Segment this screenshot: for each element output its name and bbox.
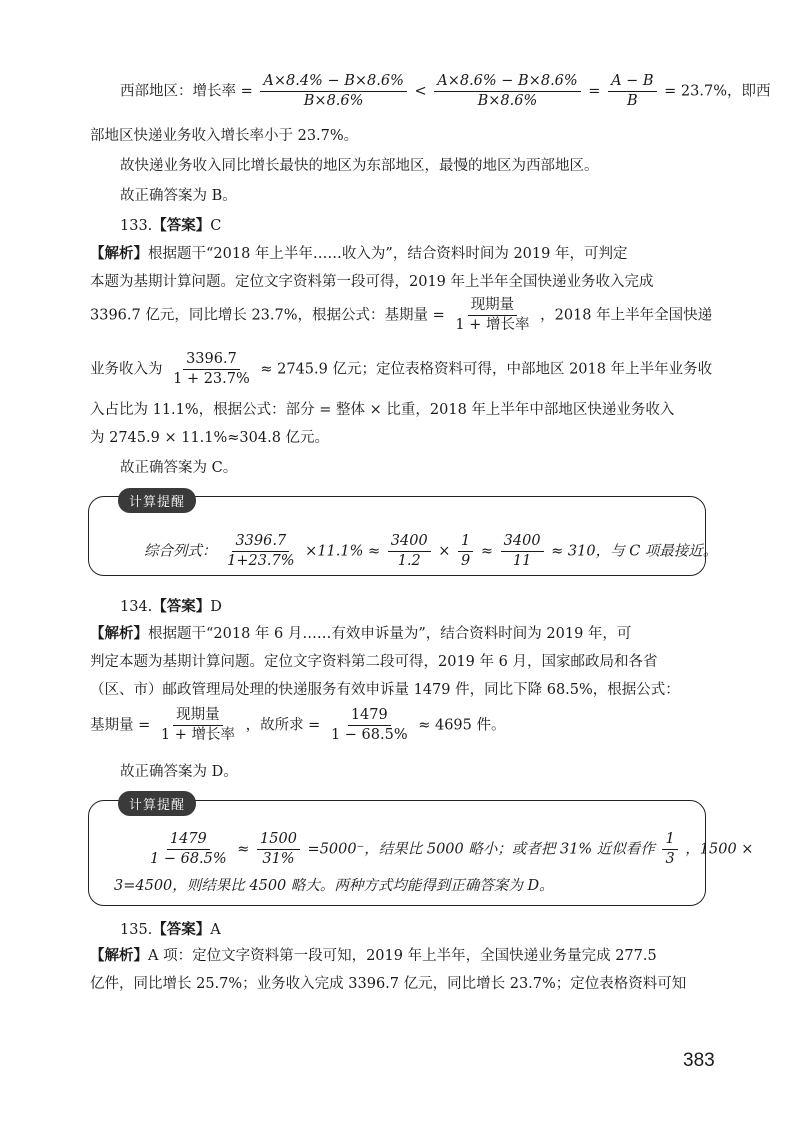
base-formula-fraction: $\frac{\text{现期量}}{\text{1 + 增长率}}$ (455, 297, 530, 333)
q134-analysis-line-4: 基期量 = $\frac{\text{现期量}}{\text{1 + 增长率}}$ ，故所求 = $\frac{1479}{1 - 68.5\%}$ ≈ 4695 件。 (90, 707, 506, 743)
q135-analysis-line-1: 【解析】A 项：定位文字资料第一段可知，2019 年上半年，全国快递业务量完成 277.5 (90, 948, 657, 964)
q135-heading: 135.【答案】A (120, 922, 221, 938)
west-fraction-3: $\frac{A - B}{B}$ (608, 72, 657, 111)
q133-heading: 133.【答案】C (120, 218, 222, 234)
west-fraction-1: $\frac{A\times 8.4\% - B\times 8.6\%}{B\times 8.6\%}$ (260, 72, 406, 111)
q134-analysis-line-2: 判定本题为基期计算问题。定位文字资料第二段可得，2019 年 6 月，国家邮政局和各省 (90, 654, 658, 670)
q133-fraction: $\frac{3396.7}{1 + 23.7\%}$ (173, 351, 250, 387)
q134-answer-line: 故正确答案为 D。 (120, 764, 238, 780)
answer-b-line: 故正确答案为 B。 (120, 188, 237, 204)
q134-heading: 134.【答案】D (120, 599, 222, 615)
tip2-formula-line-2: 3=4500，则结果比 4500 略大。两种方式均能得到正确答案为 D。 (114, 878, 554, 894)
q133-analysis-line-6: 为 2745.9 × 11.1%≈304.8 亿元。 (90, 430, 330, 446)
q133-answer-line: 故正确答案为 C。 (120, 460, 238, 476)
q134-analysis-line-3: （区、市）邮政管理局处理的快递服务有效申诉量 1479 件，同比下降 68.5%，根据公式： (90, 682, 680, 698)
page-number: 383 (683, 1050, 715, 1071)
tip1-formula: 综合列式： $\frac{3396.7}{1+23.7\%}$ ×11.1% ≈ $\frac{3400}{1.2}$ × $\frac{1}{9}$ ≈ $\frac{3400}{11}$ ≈ 310，与 C 项最接近。 (144, 533, 718, 569)
q135-analysis-line-2: 亿件，同比增长 25.7%；业务收入完成 3396.7 亿元，同比增长 23.7%；定位表格资料可知 (90, 976, 687, 992)
q133-analysis-line-4: 业务收入为 $\frac{3396.7}{1 + 23.7\%}$ ≈ 2745.9 亿元；定位表格资料可得，中部地区 2018 年上半年业务收 (90, 351, 713, 387)
q133-analysis-line-2: 本题为基期计算问题。定位文字资料第一段可得，2019 年上半年全国快递业务收入完成 (90, 274, 654, 290)
q134-analysis-line-1: 【解析】根据题干“2018 年 6 月……有效申诉量为”，结合资料时间为 2019 年，可 (90, 626, 632, 642)
q133-analysis-line-1: 【解析】根据题干“2018 年上半年……收入为”，结合资料时间为 2019 年，可判定 (90, 246, 628, 262)
west-formula-line: 西部地区：增长率 = $\frac{A\times 8.4\% - B\times 8.6\%}{B\times 8.6\%}$ < $\frac{A\times 8.6\% - B\times 8.6\%}{B\times 8.6\%}$ = $\frac{A - B}{B}$ = 23.7%，即西 (120, 73, 771, 109)
calc-tip-tag-2: 计算提醒 (118, 791, 196, 816)
west-conclusion: 部地区快递业务收入增长率小于 23.7%。 (90, 128, 359, 144)
fastest-conclusion: 故快递业务收入同比增长最快的地区为东部地区，最慢的地区为西部地区。 (120, 158, 599, 174)
calc-tip-tag-1: 计算提醒 (118, 488, 196, 513)
q133-analysis-line-5: 入占比为 11.1%，根据公式：部分 = 整体 × 比重，2018 年上半年中部地区快递业务收入 (90, 402, 675, 418)
q133-analysis-line-3: 3396.7 亿元，同比增长 23.7%，根据公式：基期量 = $\frac{\text{现期量}}{\text{1 + 增长率}}$ ，2018 年上半年全国快递 (90, 297, 713, 333)
tip2-formula-line-1: $\frac{1479}{1 - 68.5\%}$ ≈ $\frac{1500}{31\%}$ =5000⁻，结果比 5000 略小；或者把 31% 近似看作 $\frac{1}{3}$ ，1500 × (150, 831, 754, 867)
west-fraction-2: $\frac{A\times 8.6\% - B\times 8.6\%}{B\times 8.6\%}$ (434, 72, 580, 111)
